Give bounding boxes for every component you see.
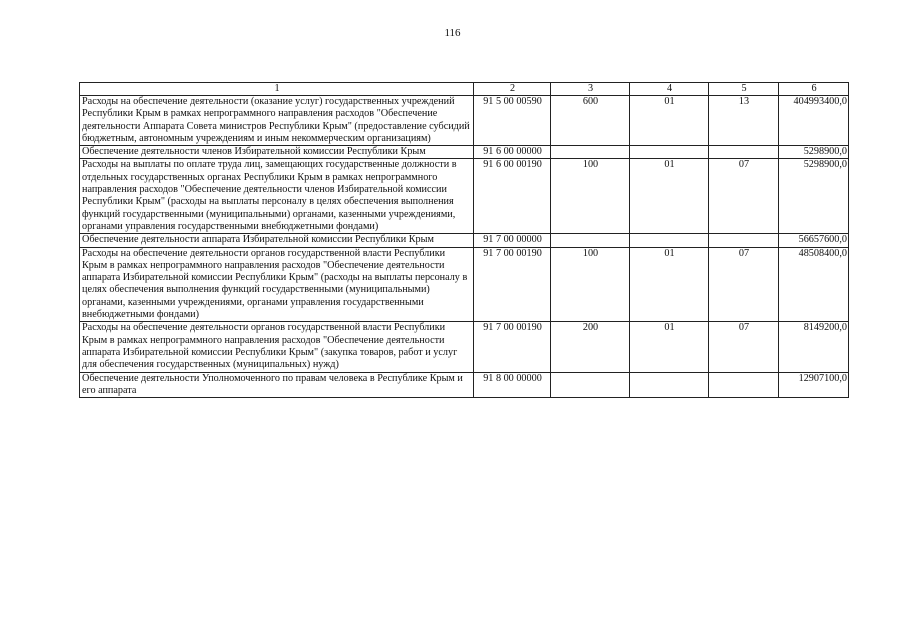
table-row	[80, 159, 849, 234]
amount: 404993400,0	[779, 96, 849, 146]
amount: 56657600,0	[779, 234, 849, 247]
column-header: 1	[80, 83, 474, 96]
target-article-code: 91 7 00 00000	[474, 234, 551, 247]
row-description: Обеспечение деятельности аппарата Избирательной комиссии Республики Крым	[80, 234, 474, 247]
section-code	[630, 372, 709, 398]
expense-type-code	[551, 146, 630, 159]
subsection-code	[709, 372, 779, 398]
subsection-code	[709, 146, 779, 159]
expense-type-code: 200	[551, 322, 630, 372]
amount: 48508400,0	[779, 247, 849, 322]
budget-table	[79, 82, 849, 398]
amount: 5298900,0	[779, 146, 849, 159]
row-description: Обеспечение деятельности членов Избирательной комиссии Республики Крым	[80, 146, 474, 159]
amount: 8149200,0	[779, 322, 849, 372]
target-article-code: 91 8 00 00000	[474, 372, 551, 398]
table-row	[80, 322, 849, 372]
amount: 12907100,0	[779, 372, 849, 398]
page-number: 116	[444, 27, 461, 39]
subsection-code: 07	[709, 247, 779, 322]
row-description: Расходы на обеспечение деятельности (оказание услуг) государственных учреждений Республики Крым в рамках непрограммного направления расходов "Обеспечение деятельности Аппарата Совета министров Республики Крым" (предоставление субсидий бюджетным, автономным учреждениям и иным некоммерческим организациям)	[80, 96, 474, 146]
table-row	[80, 372, 849, 398]
expense-type-code: 600	[551, 96, 630, 146]
expense-type-code: 100	[551, 247, 630, 322]
subsection-code: 13	[709, 96, 779, 146]
expense-type-code: 100	[551, 159, 630, 234]
section-code: 01	[630, 96, 709, 146]
column-header: 3	[551, 83, 630, 96]
expense-type-code	[551, 372, 630, 398]
column-header: 4	[630, 83, 709, 96]
column-header: 2	[474, 83, 551, 96]
target-article-code: 91 5 00 00590	[474, 96, 551, 146]
column-header: 5	[709, 83, 779, 96]
table-row	[80, 234, 849, 247]
section-code: 01	[630, 322, 709, 372]
expense-type-code	[551, 234, 630, 247]
amount: 5298900,0	[779, 159, 849, 234]
subsection-code: 07	[709, 322, 779, 372]
table-row	[80, 247, 849, 322]
section-code	[630, 146, 709, 159]
column-number-header-row	[80, 83, 849, 96]
section-code	[630, 234, 709, 247]
row-description: Расходы на выплаты по оплате труда лиц, замещающих государственные должности в отдельных государственных органах Республики Крым в рамках непрограммного направления расходов "Обеспечение деятельности членов Избирательной комиссии Республики Крым" (расходы на выплаты персоналу в целях обеспечения выполнения функций государственными (муниципальными) органами, казенными учреждениями, органами управления государственными внебюджетными фондами)	[80, 159, 474, 234]
target-article-code: 91 7 00 00190	[474, 247, 551, 322]
row-description: Расходы на обеспечение деятельности органов государственной власти Республики Крым в рамках непрограммного направления расходов "Обеспечение деятельности аппарата Избирательной комиссии Республики Крым" (закупка товаров, работ и услуг для обеспечения государственных (муниципальных) нужд)	[80, 322, 474, 372]
subsection-code: 07	[709, 159, 779, 234]
table-row	[80, 146, 849, 159]
section-code: 01	[630, 247, 709, 322]
row-description: Расходы на обеспечение деятельности органов государственной власти Республики Крым в рамках непрограммного направления расходов "Обеспечение деятельности аппарата Избирательной комиссии Республики Крым" (расходы на выплаты персоналу в целях обеспечения выполнения функций государственными (муниципальными) органами, казенными учреждениями, органами управления государственными внебюджетными фондами)	[80, 247, 474, 322]
column-header: 6	[779, 83, 849, 96]
section-code: 01	[630, 159, 709, 234]
table-row	[80, 96, 849, 146]
target-article-code: 91 6 00 00190	[474, 159, 551, 234]
target-article-code: 91 6 00 00000	[474, 146, 551, 159]
row-description: Обеспечение деятельности Уполномоченного по правам человека в Республике Крым и его аппарата	[80, 372, 474, 398]
subsection-code	[709, 234, 779, 247]
target-article-code: 91 7 00 00190	[474, 322, 551, 372]
